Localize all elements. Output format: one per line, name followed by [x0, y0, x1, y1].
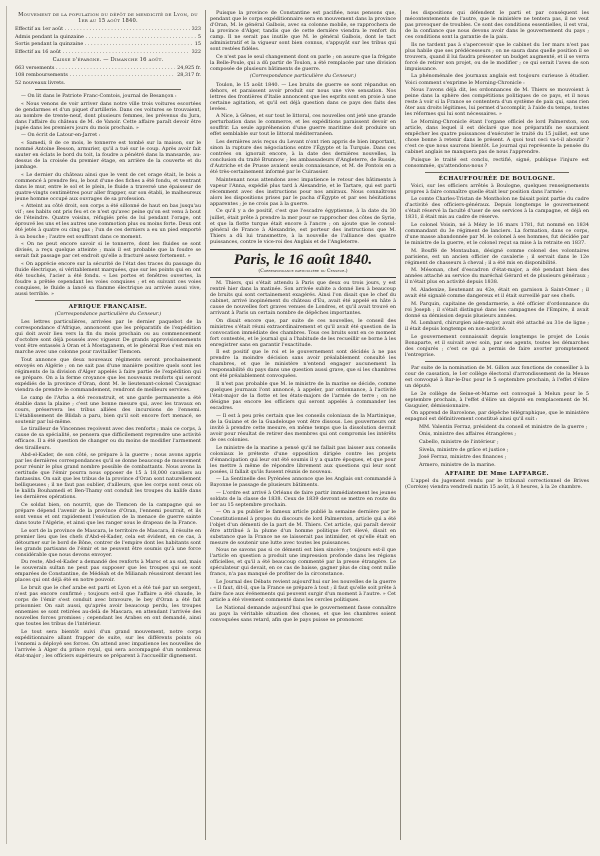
article-paragraph: On apprend de Barcelone, par dépêche télégraphique, que le ministère espagnol est définitivement constitué ainsi qu'il suit : [405, 410, 589, 423]
article-paragraph: Le tirailleur de Vincennes reçoivent avec des renforts ; mais ce corps, à cause de sa spécialité, se pensera que difficilement reprendre une activité efficace. Il a été question de changer ou du moins de modifier l'armement des tirailleurs. [15, 426, 201, 451]
article-paragraph: — On a pu publier le fameux article publié la semaine dernière par le Constitutionnel à propos du discours de lord Palmerston, article qui a été l'objet d'un démenti de la part de M. Thiers. Cet article, qui paraît devoir être attribué à la plume d'un homme politique fort élevé, disait en substance que la France ne se laisserait pas intimider, et qu'elle était en mesure de soutenir une lutte avec toutes les puissances. [210, 509, 396, 546]
ministers-list [405, 424, 589, 468]
article-paragraph: « Samedi, 8 de ce mois, le tonnerre est tombé sur la maison, sur le nommé Antoine Besson, armurier, qu'il a tué sur le coup. Après avoir fait sauter en éclats le bord du toit, la foudre a pénétré dans la mansarde, au-dessus de la croisée du premier étage, en arrière de la couverte et du jambage. [15, 139, 201, 170]
caisse-row: 663 versements . . . 24,925 fr. [15, 65, 201, 71]
headline-block [210, 249, 396, 278]
article-paragraph: Les dernières avis reçus du Levant n'ont rien appris de bien important, sinon la rupture des négociations entre l'Égypte et la Turquie. Dans ces contrées on ignorait encore, à la date des dernières nouvelles, la conclusion du traité Brunnow ; les ambassadeurs d'Angleterre, de Russie, d'Autriche et de Prusse avaient seuls connaissance, et M. de Pontois en a été très-certainement informé par le Cuirassier. [210, 138, 396, 176]
caisse-epargne-title: Caisse d'épargne. — Dimanche 16 août. [52, 56, 164, 63]
article-paragraph: Abd-el-Kader, de son côté, se prépare à la guerre ; nous avons appris par les dernières correspondances qu'il se donne beaucoup de mouvement pour réunir le plus grand nombre possible de combattants. Nous avons la certitude que l'émir pourra nous opposer de 15 à 18,000 cavaliers au fantassins. On sait que les tribus de la province d'Oran sont naturellement belliqueuses ; il ne faut pas oublier, d'ailleurs, que les corps sont ceux où le kalifa Bouhamedi et Ben-Thamy ont conduit les troupes du kalife dans les dernières opérations. [15, 452, 201, 501]
stat-row: Admis pendant la quinzaine . . . 5 [15, 34, 201, 40]
article-paragraph: Le sort de la province de Mascara, le territoire de Mascara, il résulte en premier lieu que les chefs d'Abd-el-Kader, cela est évident, en ce cas, à détourner sur le bord de Bône, contrer de l'empire dont les habitants sont les grands partisans de l'émir et ne peuvent être soumis qu'à une force considérable que nous devons envoyer. [15, 527, 201, 558]
newspaper-page [6, 6, 594, 844]
column-divider [400, 10, 401, 840]
column-2 [210, 10, 396, 840]
article-paragraph: Ce qu'il y a de positif, c'est que l'escadre égyptienne, à la date du 30 juillet, était prête à prendre la mer pour se rapprocher des côtes de Syrie, et que la flotte turque était encore à l'ancre ; on ajoute que le consul-général de France à Alexandrie, est porteur des instructions que M. Thiers a dû lui transmettre, à la nouvelle de l'alliance des quatre puissances, contre le vice-roi des Anglais et de l'Angleterre. [210, 208, 396, 245]
article-paragraph: — Il est à peu près certain que les conseils coloniaux de la Martinique, de la Guiane et de la Guadeloupe vont être dissous. Les gouverneurs ont invité à prendre cette mesure, en même temps que la dissolution devrait avoir pour résultat de retirer des membres qui ont compromis les intérêts de ces colonies. [210, 412, 396, 443]
population-stats [15, 26, 201, 55]
afrique-subtitle: (Correspondance particulière du Censeur.) [54, 311, 162, 318]
article-paragraph: Nous ne savons pas si ce démenti est bien sincère ; toujours est-il que l'article en question a produit une impression profonde dans les régions officielles, et qu'il a été beaucoup commenté par la presse étrangère. Le spéculateur qui devait, en ce cas de baisse, gagner plus de cinq cent mille francs, n'a pas manqué de profiter de la circonstance. [210, 547, 396, 578]
list-item: Sivela, ministre de grâce et justice ; [419, 446, 509, 453]
article-paragraph: Puisque le traité est conclu, rectifié, signé, publique l'injure est consommée, qu'attendons-nous ? [405, 156, 589, 169]
article-paragraph: Par suite de la nomination de M. Gillon aux fonctions de conseiller à la cour de cassation, le 1er collège électoral d'arrondissement de la Meuse est convoqué à Bar-le-Duc pour le 5 septembre prochain, à l'effet d'élire un député. [405, 364, 589, 390]
afrique-section-title: AFRIQUE FRANÇAISE. [68, 303, 148, 310]
separator [35, 300, 181, 301]
article-paragraph: Toulon, le 15 août 1840. — Les bruits de guerre se sont répandus en dehors, et paraissent avoir produit sur nous une vive sensation. Nos lettres des frontières d'Italie annoncent que les esprits sont en proie à une certaine agitation, et qu'il est déjà question dans ce pays des faits des levées. [210, 81, 396, 112]
article-paragraph: « On apprécie encore sur la sécurité de l'état des traces du passage du fluide électrique, si véritablement marquées, que sur les points qui en ont été touchés, l'acier a été fondu. « Les portes et fenêtres ouvertes, la foudre a prêtée cependant les voies conquises ; et en suivant ces voies conquises, le fluide a lancé sa flamme électrique au arrivée aussi vive, aussi terrible. » [15, 260, 201, 297]
article-paragraph: L'appel du jugement rendu par le tribunal correctionnel de Brives (Corrèze) viendra vendredi matin 15 août, à 8 heures, à la 2e chambre. [405, 477, 589, 490]
article-paragraph: Ils ne tardent pas à s'apercevoir que le cabinet du 1er mars n'est pas plus habile que ses prédécesseurs ; on ne saura dans quelle position il se trouvera, quand il lui faudra présenter un budget augmenté, et il se verra forcé de retirer son projet, ou de le modifier ; ce qui serait l'aveu de son impuissance. [405, 41, 589, 72]
separator [35, 89, 181, 90]
article-paragraph: « On ne peut encore savoir si le tonnerre, dont les fluides se sont divisés, a reçu quelque atteinte ; mais il est probable que la foudre se serait fait passage par cet endroit qu'elle a fracturé assez fortement. » [15, 241, 201, 260]
article-paragraph: — La Sentinelle des Pyrénées annonce que les Anglais ont commandé à Bayonne le passage de plusieurs bâtiments. [210, 476, 396, 489]
article-paragraph: M. Parquin, capitaine de gendarmerie, a été officier d'ordonnance du roi Joseph ; il s'était distingué dans les campagnes de l'Empire, il avait donné sa démission depuis plusieurs années. [405, 300, 589, 319]
list-item: José Ferraz, ministre des finances ; [419, 454, 507, 461]
article-paragraph: « Atteint au côté droit, son corps a été sillonné de haut en bas jusqu'au vif ; ses habits ont pris feu et ce n'est qu'avec peine qu'on est venu à bout de l'éteindre. Quatre voisins, réfugiés près de lui pendant l'orage, ont éprouvé les uns et les autres une commotion plus ou moins forte. Deux ont été jetés à quatre ou cinq pas ; l'un de ces derniers a eu un pied emporté à sa bouche ; l'autre est souffrant dans ce moment. [15, 203, 201, 240]
article-paragraph: M. Bouffé de Montauban, désigné comme colonel des volontaires parisiens, est un ancien officier de cavalerie ; il servait dans le 12e régiment de chasseurs à cheval ; il a été mis en disponibilité. [405, 247, 589, 266]
article-paragraph: Le ministre de la marine a pensé qu'il ne fallait pas laisser aux conseils coloniaux le prétexte d'une opposition dirigée contre les projets d'émancipation qui leur ont été soumis il y a quatre époques, et que pour les mettre à même de répondre librement aux questions qui leur sont posées, il fallait qu'ils fussent réunis de nouveau. [210, 444, 396, 475]
article-paragraph: — L'ordre est arrivé à Orléans de faire partir immédiatement les jeunes soldats de la classe de 1838. Ceux de 1839 devront se mettre en route du 1er au 15 septembre prochain. [210, 489, 396, 508]
article-paragraph: M. Lombard, chirurgien aide-major, avait été attaché au 31e de ligne ; il était depuis longtemps en non-activité. [405, 320, 589, 333]
caisse-row: 52 nouveaux livrets. [15, 79, 66, 86]
article-paragraph: M. Thiers, qui s'était attendu à Paris que deux ou trois jours, y est rentré hier dans la matinée. Son arrivée subite a donné lieu à beaucoup de bruits qui sont certainement exagérés. Ainsi l'on disait que le chef du cabinet, arrivé inopinément du château d'Eu, avait été appelé en hâte à cause de nouvelles fort graves venues de Londres, et qu'il avait trouvé en arrivant à Paris un certain nombre de dépêches importantes. [210, 279, 396, 317]
article-paragraph: Les lettres particulières, arrivées par le dernier paquebot de la correspondance d'Afrique, annoncent que les préparatifs de l'expédition qui doit avoir lieu vers la fin du mois prochain ou au commencement d'octobre sont déjà poussés avec vigueur. De grands approvisionnements vont être entassés à Oran et à Mostaganem, et le général Rue s'est mis en marche avec une colonne pour ravitailler Tlemcen. [15, 319, 201, 356]
article-paragraph: « Le dernier du château ainsi que le vent de cet orage était, le bois a commencé à prendre feu, le bout d'une des fiches a été fondu, et ventrant dans le mur, entre le sol et le plein, le fluide a traversé une épaisseur de quatre-vingts centimètres pour aller frapper, sur son établi, le malheureux jeune homme occupé aux ouvrages de sa profession. [15, 171, 201, 202]
article-paragraph: Le tout sera bientôt suivi d'un grand mouvement, notre corps expéditionnaire allant frapper de suite, sur les différents points où l'ennemi a déployé ses forces. On attend avec impatience les nouvelles de l'arrivée à Alger du prince royal, qui sera accompagné d'un nombreux état-major ; les officiers supérieurs se préparent à l'accueillir dignement. [15, 628, 201, 660]
article-paragraph: Le colonel Voisin, né à Mézy le 16 mars 1781, fut nommé en 1834 commandant du 3e régiment de lanciers. La formation, dans ce corps, d'une masse abandonnée par M. le colonel à ses hommes, fut décidée par le ministre de la guerre, et le colonel reçut sa mise à la retraite en 1837. [405, 222, 589, 247]
list-item: Onis, ministre des affaires étrangères ; [419, 431, 517, 438]
separator [425, 172, 569, 173]
boulogne-section-title: ÉCHAUFFOURÉE DE BOULOGNE. [438, 175, 556, 182]
article-paragraph: Maintenant nous attendons avec impatience le retour des bâtiments à vapeur l'Anna, expédié plus tard à Alexandrie, et le Tartare, qui est parti récemment avec des instructions pour nos amiraux. Nous connaîtrons alors les dispositions prises par le pacha d'Égypte et par ses hésitations apparentes ; je ne crois pas à la guerre. [210, 176, 396, 207]
article-paragraph: Le bruit que le chef arabe est parti et Lyon et a été tué par un sergent, n'est pas encore confirmé ; toujours est-il que l'affaire a été chaude, le corps de l'émir s'est conduit avec bravoure, le bey d'Oran a été fait prisonnier. On sait aussi, qu'après avoir beaucoup perdu, les troupes ennemies se sont retirées au-delà de Mascara, en attendant l'arrivée des nouvelles forces promises ; cependant les Arabes en ont demandé, ainsi que toutes les tribus de l'intérieur. [15, 585, 201, 628]
article-paragraph: On disait encore que, par suite de ces nouvelles, le conseil des ministres s'était réuni extraordinairement et qu'il avait été question de la convocation immédiate des chambres. Tous ces bruits sont en ce moment fort contestés, et le journal qui a l'habitude de les recueillir se borne à les enregistrer sans en garantir l'exactitude. [210, 317, 396, 348]
separator [425, 361, 569, 362]
paris-subheadline: (Correspondance particulière du Censeur.) [258, 268, 348, 274]
article-paragraph: Le 2e collège de Seine-et-Marne est convoqué à Melun pour le 5 septembre prochain, à l'effet d'élire un député en remplacement de M. Gauguier, démissionnaire. [405, 390, 589, 409]
correspondance-title: (Correspondance particulière du Censeur.) [249, 73, 357, 80]
list-item: Armero, ministre de la marine. [419, 461, 496, 468]
article-paragraph: Le camp de l'Arba a été reconstruit, et une garde permanente a été établie dans la plaine ; c'est une bonne mesure qui, avec les travaux en cours, préservera les tribus alliées des incursions de l'ennemi. L'établissement de Blidah a paru, bien qu'il soit encore fort menacé, se soutenir par lui-même. [15, 394, 201, 425]
article-paragraph: Ce n'est pas le seul changement dont on parle ; on assure que la frégate la Belle-Poule, qui a dû partir de Toulon, a été remplacée par une division composée de plusieurs bâtiments de guerre. [210, 53, 396, 72]
article-paragraph: Le gouvernement connaissait depuis longtemps le projet de Louis Bonaparte, et il suivait avec soin, par ses agents, toutes les démarches des conjurés ; c'est ce qui a permis de faire avorter promptement l'entreprise. [405, 333, 589, 358]
article-paragraph: Nous l'avons déjà dit, les ordonnances de M. Thiers se mouvoient à peine dans la sphère des compétitions politiques de ce pays, et il nous reste à voir si la France se contentera d'un système de paix qui, sans rien ôter aux droits légitimes, lui permet d'accomplir, à l'aide du temps, toutes les réformes qui lui sont nécessaires. » [405, 87, 589, 118]
population-movement-title: Mouvement de la population du dépôt de mendicité de Lyon, du 1er au 15 août 1840. [18, 12, 198, 25]
article-paragraph: Le Morning-Chronicle étant l'organe officiel de lord Palmerston, son article, dans lequel il est déclaré que nos préparatifs ne sauraient empêcher les quatre puissances d'exécuter le traité du 15 juillet, est une chose bonne à retenir dans le présent. A quoi tout ceci va-t-il aboutir ? c'est ce que nous saurons bientôt. Le journal qui représente la pensée du cabinet anglais ne manquera pas de nous l'apprendre. [405, 118, 589, 156]
article-paragraph: les dispositions qui défendent le parti et par conséquent les mécontentements de l'autre, que le ministère ne tentera pas, il ne veut pas provoquer de troubles. Ce sont des conditions essentielles, il est vrai, de la confiance que nous devons avoir dans le gouvernement du pays ; ces conditions sont la garantie de la paix. [405, 10, 589, 41]
column-divider [205, 10, 206, 840]
article-paragraph: Le comte Charles-Tristan de Montholon ne faisait point partie du cadre d'activité des officiers-généraux. Depuis longtemps le gouvernement s'était réservé la faculté d'user de ses services à la campagne, et déjà en 1831, il était mis au cadre de réserve. [405, 196, 589, 221]
caisse-row: 108 remboursements . . . 28,317 fr. [15, 72, 201, 78]
article-paragraph: Le Journal des Débats revient aujourd'hui sur les nouvelles de la guerre : « Il faut, dit-il, que la France se prépare à tout ; il faut qu'elle soit prête à faire face aux événements qui peuvent surgir d'un moment à l'autre. » Cet article a été vivement commenté dans les cercles politiques. [210, 578, 396, 604]
stat-row: Effectif au 16 août . . . 322 [15, 49, 201, 55]
article-paragraph: Voici, sur les officiers arrêtés à Boulogne, quelques renseignements propres à faire connaître quelle était leur position dans l'armée : [405, 182, 589, 195]
stat-row: Sortis pendant la quinzaine . . . 15 [15, 41, 201, 47]
article-paragraph: — On écrit de Latour-en-Jarret : [21, 132, 101, 139]
list-item: Cabello, ministre de l'intérieur ; [419, 439, 499, 445]
stat-row: Effectif au 1er août . . . 323 [15, 26, 201, 32]
article-paragraph: Du reste, Abd-el-Kader a demandé des renforts à Maroc et au sud, mais le souverain sultan ne peut pas supposer que les troupes qui se sont emparées de Constantine, de Médéah et de Milianah réussiront devant les places qui ont déjà été en notre pouvoir. [15, 559, 201, 584]
article-paragraph: Puisque la province de Constantine est pacifiée, nous pensons que, pendant que le corps expéditionnaire sera en mouvement dans la province d'Oran, M. le général Galbois, avec sa colonne mobile, se rapprochera de la province d'Alger, tandis que de cette dernière viendra le renfort du camp. Il ne serait pas inutile que M. le général Galbois, dont le tact administratif et la vigueur sont bien connus, s'appuyât sur les tribus qui sont restées fidèles. [210, 10, 396, 53]
article-paragraph: Il n'est pas probable que M. le ministre de la marine se décide, comme quelques journaux l'ont annoncé, à appeler, par ordonnance, à l'activité l'état-major de la flotte et les états-majors de l'armée de terre ; on ne désigne pas encore les officiers qui seront appelés à commander les escadres. [210, 381, 396, 412]
article-paragraph: — On lit dans le Patriote Franc-Comtois, journal de Besançon : [21, 92, 177, 99]
article-paragraph: Le National demande aujourd'hui que le gouvernement fasse connaître au pays la véritable situation des choses, et que les chambres soient convoquées sans retard, afin que le pays puisse se prononcer. [210, 604, 396, 623]
article-paragraph: Ce soldat bien, on nourrit, que de Tlemcen de la campagne qui se prépare dépend l'avenir de la province d'Oran, l'ennemi pourrait, et ils sont venus et ont rapidement l'exécution de la menace de guerre sainte dans toute l'Algérie, et ainsi que les ranger sous le drapeau de la France. [15, 501, 201, 527]
article-paragraph: A Nice, à Gênes, et sur tout le littoral, ces nouvelles ont jeté une grande perturbation dans le commerce, et les expéditions paraissent devoir en souffrir. La seule appréhension d'une guerre maritime doit produire un effet semblable sur tout le littoral méditerranéen. [210, 113, 396, 138]
column-1 [15, 10, 201, 840]
article-paragraph: La phénoménale des journaux anglais est toujours curieuse à étudier. Voici comment s'exprime le Morning-Chronicle : [405, 73, 589, 86]
article-paragraph: M. Mésonan, chef d'escadron d'état-major, a été pendant bien des années attaché au service du maréchal Gérard et de plusieurs généraux ; il n'était plus en activité depuis 1838. [405, 267, 589, 286]
column-3 [405, 10, 589, 840]
article-paragraph: Tout annonce que deux nouveaux régiments seront prochainement envoyés en Algérie ; on ne sait pas d'une manière positive quels sont les régiments de la division d'Alger appelés à faire partie de l'expédition qui se prépare. On a la ferme croyance que les nouveaux renforts qui seront expédiés de la province d'Oran, dont M. le lieutenant-colonel Cavaignac viendra de prendre le commandement, rendront de meilleurs services. [15, 356, 201, 394]
lafarge-section-title: AFFAIRE DE Mme LAFFARGE. [445, 470, 549, 477]
article-paragraph: M. Aladenize, lieutenant au 42e, était en garnison à Saint-Omer ; il avait été signalé comme dangereux et il était surveillé par ses chefs. [405, 286, 589, 300]
paris-headline: Paris, le 16 août 1840. [233, 251, 373, 268]
article-paragraph: Il est positif que le roi et le gouvernement sont décidés à ne pas prendre la moindre décision sans avoir préalablement consulté les chambres, et que le ministère n'entend engager aucunement la responsabilité du pays dans une question aussi grave, que si les chambres ont été préalablement convoquées. [210, 349, 396, 380]
list-item: MM. Valentin Ferraz, président du conseil et ministre de la guerre ; [419, 423, 588, 430]
article-paragraph: « Nous venons de voir arriver dans notre ville trois voitures escortées de gendarmes et d'un piquet d'artillerie. Dans ces voitures se trouvaient, au nombre de trente-neuf, dont plusieurs femmes, les prévenus du Jura, dans l'affaire du château de M. de Vanoir. Cette affaire paraît devoir être jugée dans les premiers jours du mois prochain. » [15, 100, 201, 131]
